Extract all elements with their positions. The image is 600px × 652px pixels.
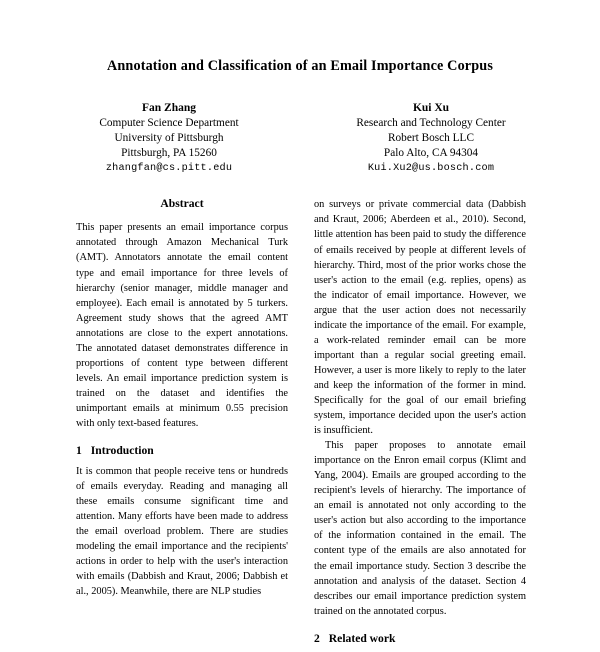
paragraph: on surveys or private commercial data (Dabbish and Kraut, 2006; Aberdeen et al., 2010). Second, little attention has been paid to study the difference of emails received by people at different levels of hierarchy. Third, most of the prior works chose the user's action to the email (e.g. replies, opens) as the indicator of email importance. However, we argue that the user action does not necessarily indicate the importance of the email. For example, a work-related reminder email can be more important than a regular social greeting email. However, a user is more likely to reply to the later and keep the information of the former in mind. Specifically for the goal of our email briefing system, importance decided upon the user's action is insufficient.: [314, 199, 526, 437]
abstract-text: This paper presents an email importance corpus annotated through Amazon Mechanical Turk (AMT). Annotators annotate the email content type and email importance for three levels of hierarchy (senior manager, middle manager and employee). Each email is annotated by 5 turkers. Agreement study shows that the agreed AMT annotations are close to the expert annotations. The annotated dataset demonstrates difference in proportions of content type between different levels. An email importance prediction system is trained on the dataset and identifies the unimportant emails at minimum 0.55 precision with only text-based features.: [76, 222, 288, 429]
author-affiliation-line: Pittsburgh, PA 15260: [121, 147, 217, 160]
two-column-body: [0, 197, 600, 651]
author-block-1: [38, 101, 300, 175]
author-affiliation-line: Research and Technology Center: [356, 117, 506, 130]
paragraph: This paper proposes to annotate email importance on the Enron email corpus (Klimt and Yang, 2004). Emails are grouped according to the recipient's levels of hierarchy. The importance of an email is annotated not only according to the user's action but also according to the importance of the information contained in the email. The content type of the emails are also annotated for the email importance study. Section 3 describe the annotation and analysis of the dataset. Section 4 describes our email importance prediction system trained on the annotated corpus.: [314, 440, 526, 617]
author-affiliation-line: Robert Bosch LLC: [388, 132, 474, 145]
section-heading-introduction: [76, 444, 288, 457]
author-affiliation-line: Computer Science Department: [99, 117, 239, 130]
author-affiliation-line: University of Pittsburgh: [114, 132, 224, 145]
section-number: 2: [314, 631, 320, 645]
author-block-2: [300, 101, 562, 175]
section-title: Introduction: [90, 444, 154, 458]
page-title: Annotation and Classification of an Email Importance Corpus: [106, 58, 494, 74]
paragraph: It is common that people receive tens or hundreds of emails everyday. Reading and managing all these emails consume significant time and attention. Many efforts have been made to address the email overload problem. There are studies modeling the email importance and the recipients' actions in order to help with the user's interaction with emails (Dabbish and Kraut, 2006; Dabbish et al., 2005). Meanwhile, there are NLP studies: [76, 466, 288, 598]
section-title: Related work: [328, 631, 396, 645]
section-number: 1: [76, 444, 82, 458]
author-name: Kui Xu: [412, 102, 450, 115]
column-right: [314, 197, 526, 651]
author-email[interactable]: zhangfan@cs.pitt.edu: [105, 162, 233, 174]
author-list: [0, 101, 600, 175]
author-email[interactable]: Kui.Xu2@us.bosch.com: [367, 162, 495, 174]
author-affiliation-line: Palo Alto, CA 94304: [383, 147, 479, 160]
section-heading-related-work: [314, 632, 526, 645]
abstract-heading: Abstract: [160, 197, 204, 211]
author-name: Fan Zhang: [141, 102, 196, 115]
column-left: [76, 197, 288, 651]
